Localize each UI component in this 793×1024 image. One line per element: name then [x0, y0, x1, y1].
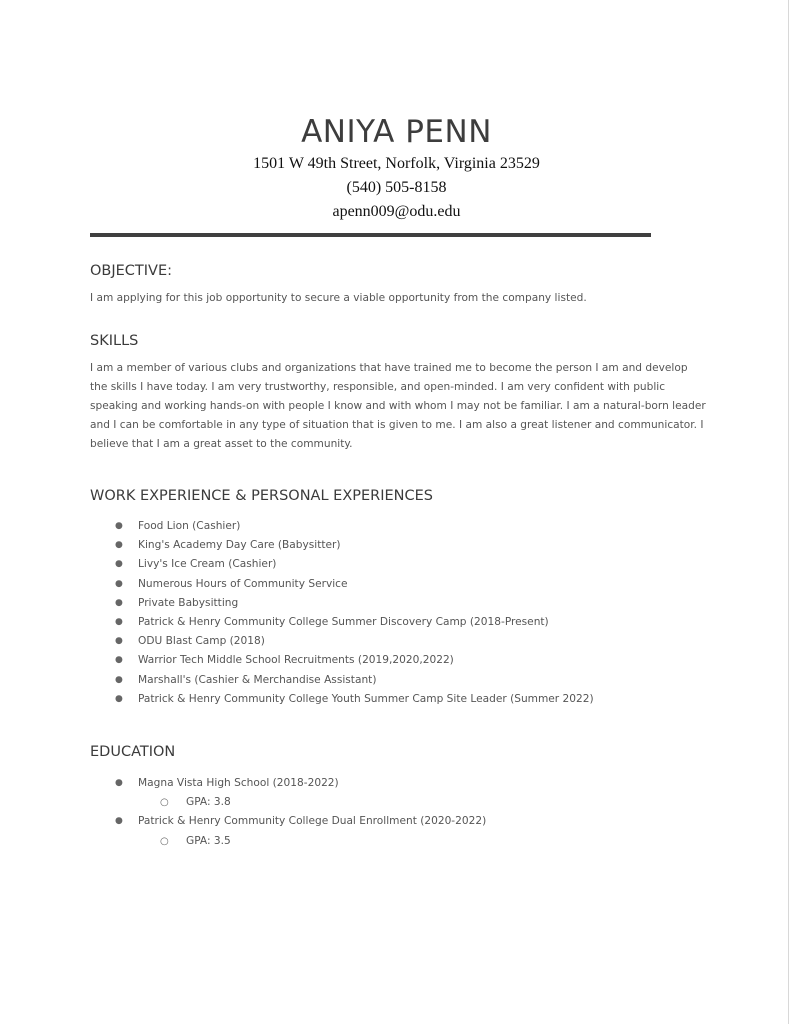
email-address: apenn009@odu.edu — [332, 203, 461, 220]
applicant-name: ANIYA PENN — [301, 114, 492, 150]
bullet-icon: ● — [115, 693, 123, 704]
experience-item-label: Warrior Tech Middle School Recruitments (2019,2020,2022) — [138, 654, 454, 667]
bullet-icon: ● — [115, 578, 123, 589]
bullet-icon: ● — [115, 674, 123, 685]
experience-item-label: King's Academy Day Care (Babysitter) — [138, 539, 341, 552]
skills-heading: SKILLS — [90, 333, 139, 349]
list-item — [90, 651, 594, 670]
phone-number: (540) 505-8158 — [346, 179, 447, 196]
bullet-icon: ● — [115, 597, 123, 608]
experience-item-label: Patrick & Henry Community College Summer Discovery Camp (2018-Present) — [138, 616, 549, 629]
experience-item-label: Numerous Hours of Community Service — [138, 577, 348, 590]
list-item — [90, 517, 594, 536]
experience-list — [90, 517, 594, 709]
list-item — [138, 832, 486, 851]
list-item — [138, 793, 486, 812]
experience-item-label: Private Babysitting — [138, 596, 239, 609]
list-item — [90, 671, 594, 690]
bullet-icon: ● — [115, 521, 123, 531]
list-item — [90, 632, 594, 651]
sub-bullet-icon: ○ — [160, 835, 169, 847]
education-list — [90, 774, 486, 851]
bullet-icon: ● — [115, 655, 123, 666]
bullet-icon: ● — [115, 636, 123, 647]
list-item — [90, 594, 594, 613]
objective-text: I am applying for this job opportunity to secure a viable opportunity from the company listed. — [90, 292, 587, 304]
experience-heading: WORK EXPERIENCE & PERSONAL EXPERIENCES — [90, 488, 434, 504]
list-item — [90, 812, 486, 850]
list-item — [90, 613, 594, 632]
experience-item-label: ODU Blast Camp (2018) — [138, 635, 265, 648]
education-sublist — [138, 793, 486, 812]
list-item — [90, 774, 486, 812]
list-item — [90, 536, 594, 555]
experience-item-label: Patrick & Henry Community College Youth Summer Camp Site Leader (Summer 2022) — [138, 692, 594, 705]
experience-item-label: Livy's Ice Cream (Cashier) — [138, 558, 277, 571]
bullet-icon: ● — [115, 778, 123, 788]
experience-item-label: Marshall's (Cashier & Merchandise Assistant) — [138, 673, 377, 686]
bullet-icon: ● — [115, 816, 123, 827]
education-school: Patrick & Henry Community College Dual Enrollment (2020-2022) — [138, 815, 487, 828]
education-gpa: GPA: 3.5 — [186, 834, 231, 847]
bullet-icon: ● — [115, 617, 123, 628]
list-item — [90, 555, 594, 574]
experience-item-label: Food Lion (Cashier) — [138, 520, 241, 532]
skills-text: I am a member of various clubs and organizations that have trained me to become the person I am and develop the skills I have today. I am very trustworthy, responsible, and open-minded. I am very confident with public speaking and working hands-on with people I know and with whom I may not be familiar. I am a natural-born leader and I can be comfortable in any type of situation that is given to me. I am also a great listener and communicator. I believe that I am a great asset to the community. — [90, 362, 706, 450]
address-line: 1501 W 49th Street, Norfolk, Virginia 23529 — [253, 155, 540, 172]
list-item — [90, 690, 594, 709]
education-heading: EDUCATION — [90, 744, 176, 760]
header-divider — [90, 233, 651, 237]
bullet-icon: ● — [115, 559, 123, 570]
bullet-icon: ● — [115, 540, 123, 551]
education-gpa: GPA: 3.8 — [186, 796, 231, 809]
objective-heading: OBJECTIVE: — [90, 263, 173, 279]
education-sublist — [138, 832, 486, 851]
education-school: Magna Vista High School (2018-2022) — [138, 777, 339, 789]
sub-bullet-icon: ○ — [160, 797, 169, 809]
list-item — [90, 575, 594, 594]
